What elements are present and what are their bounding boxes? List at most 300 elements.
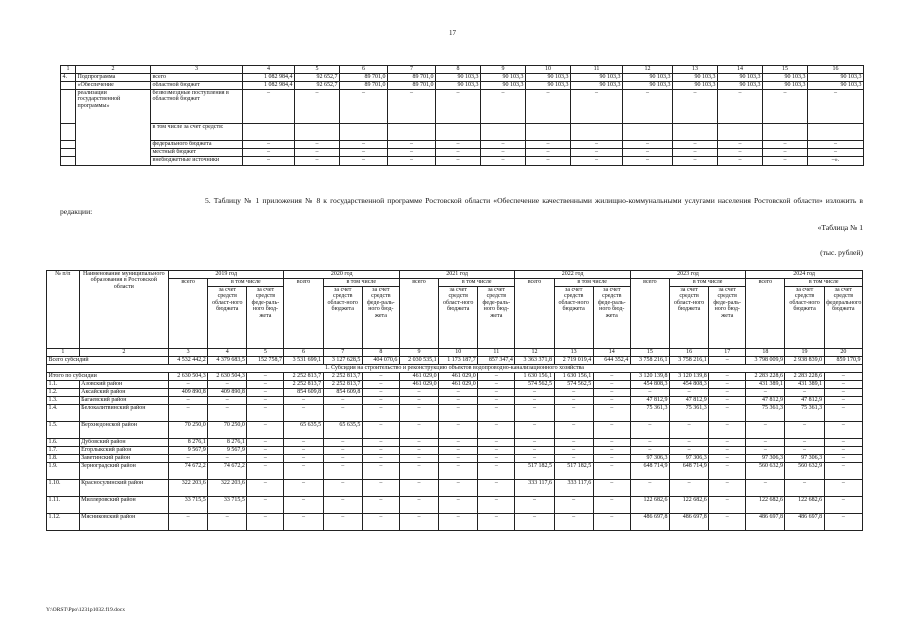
table-cell: –	[824, 373, 862, 381]
file-path-footer: Y:\ORST\Ppo\1231p1032.f19.docx	[46, 607, 126, 613]
table-cell: всего	[168, 279, 207, 349]
table-cell: 4 379 683,5	[208, 357, 247, 365]
table-cell: Всего субсидий	[47, 357, 169, 365]
table-cell: –	[208, 455, 247, 463]
table-cell: –	[515, 397, 554, 405]
table-cell: федерального бюджета	[151, 141, 243, 149]
table-cell: внебюджетные источники	[151, 157, 243, 166]
table-cell: 13	[554, 349, 593, 357]
table-cell: –	[670, 480, 709, 497]
table-cell: 859 170,9	[824, 357, 862, 365]
table-cell: –	[247, 439, 284, 447]
table-cell: –	[763, 90, 808, 124]
table-cell: –	[785, 447, 824, 455]
table-cell: 1.8.	[47, 455, 80, 463]
table-cell: –	[362, 497, 399, 514]
table-cell: –	[623, 141, 673, 149]
table-cell: –	[284, 497, 323, 514]
table-cell: –	[439, 389, 478, 397]
table-cell	[571, 124, 623, 141]
table-cell: –	[824, 514, 862, 531]
table-cell: –	[709, 422, 746, 439]
table-cell: за счет средств феде-раль-ного бюд-жета	[593, 287, 630, 349]
table-cell: 1.10.	[47, 480, 80, 497]
table-cell: всего	[746, 279, 785, 349]
table-cell: –	[515, 439, 554, 447]
table-cell: 648 714,9	[670, 463, 709, 480]
table-cell: 3 120 139,8	[630, 373, 669, 381]
table-cell: –	[439, 480, 478, 497]
table-cell: 9 567,9	[208, 447, 247, 455]
table-cell: –	[709, 439, 746, 447]
table-cell: –	[478, 463, 515, 480]
table-cell: –	[439, 422, 478, 439]
table-cell: –	[284, 463, 323, 480]
table-cell: –	[481, 149, 526, 157]
table-cell: 33 715,5	[208, 497, 247, 514]
table-cell: –	[243, 90, 295, 124]
table-cell: 2022 год	[515, 271, 630, 279]
table-cell: –	[593, 373, 630, 381]
table-cell: –	[284, 480, 323, 497]
table-cell: –	[824, 422, 862, 439]
table-cell: за счет средств феде-раль-ного бюд-жета	[709, 287, 746, 349]
table-cell: –	[709, 447, 746, 455]
table-cell: 6	[340, 66, 388, 74]
table-cell: 3 758 216,1	[630, 357, 669, 365]
table-cell: 6	[284, 349, 323, 357]
table-cell: –	[323, 497, 362, 514]
table-cell: 2	[76, 66, 151, 74]
table-cell: 89 701,0	[388, 82, 436, 90]
table-cell	[718, 124, 763, 141]
table-cell: 15	[630, 349, 669, 357]
table-cell: 517 182,5	[515, 463, 554, 480]
table-cell: –	[439, 397, 478, 405]
table-cell: в том числе	[554, 279, 630, 287]
table-cell: 9	[399, 349, 438, 357]
table-cell: –	[630, 422, 669, 439]
table-cell: –	[709, 480, 746, 497]
table-cell: 560 632,9	[746, 463, 785, 480]
table-cell: 75 361,3	[630, 405, 669, 422]
table-cell: за счет средств област-ного бюджета	[439, 287, 478, 349]
table-cell: Заветинский район	[79, 455, 168, 463]
table-cell: 461 029,0	[399, 373, 438, 381]
column-number-row	[47, 349, 863, 357]
table-cell: –	[630, 389, 669, 397]
table-cell	[61, 82, 76, 90]
table-cell: –	[439, 439, 478, 447]
table-cell: –	[295, 141, 340, 149]
table-cell: –	[243, 149, 295, 157]
table-row	[47, 455, 863, 463]
table-cell: –	[436, 149, 481, 157]
table-cell: 15	[763, 66, 808, 74]
table-row	[47, 480, 863, 497]
table-cell: 97 306,3	[630, 455, 669, 463]
table-cell: 2023 год	[630, 271, 745, 279]
page-number: 17	[449, 29, 456, 37]
table-cell: 1.12.	[47, 514, 80, 531]
table-cell: –	[208, 514, 247, 531]
table-cell: 122 682,6	[746, 497, 785, 514]
units-label: (тыс. рублей)	[820, 248, 863, 257]
table-cell: –	[362, 514, 399, 531]
table-cell: 461 029,0	[439, 373, 478, 381]
table-cell: –	[247, 381, 284, 389]
table-cell: –	[362, 381, 399, 389]
table-cell: 409 890,8	[208, 389, 247, 397]
subsidies-table	[46, 270, 863, 531]
table-cell: Подпрограмма	[76, 74, 151, 82]
table-cell: в том числе	[670, 279, 746, 287]
table-cell: Красносулинский район	[79, 480, 168, 497]
table-cell: –	[670, 447, 709, 455]
table-cell: 409 890,8	[168, 389, 207, 397]
table-cell: 11	[478, 349, 515, 357]
table-cell: 90 103,3	[763, 82, 808, 90]
table-cell: –	[478, 381, 515, 389]
table-cell: 16	[808, 66, 864, 74]
table-cell: –	[399, 455, 438, 463]
table-cell: –	[478, 389, 515, 397]
table-cell: –	[785, 439, 824, 447]
table-cell: 11	[571, 66, 623, 74]
table-cell: –	[399, 497, 438, 514]
table-cell: –	[295, 90, 340, 124]
table-cell: –	[763, 149, 808, 157]
table-cell: –	[168, 397, 207, 405]
table-cell: 1.6.	[47, 439, 80, 447]
table-cell: –	[718, 149, 763, 157]
table-cell: –	[478, 373, 515, 381]
table-cell: –	[284, 397, 323, 405]
table-cell: –	[709, 389, 746, 397]
table-cell: 92 652,7	[295, 74, 340, 82]
table-cell: 517 182,5	[554, 463, 593, 480]
table-cell: всего	[515, 279, 554, 349]
table-cell: –	[554, 397, 593, 405]
table-cell: 857 347,4	[478, 357, 515, 365]
table-cell: областной бюджет	[151, 82, 243, 90]
table-cell: 10	[526, 66, 571, 74]
table-cell: 333 117,6	[554, 480, 593, 497]
header-row	[47, 279, 863, 287]
table-cell: Итого по субсидии	[47, 373, 169, 381]
table-cell: за счет средств област-ного бюджета	[670, 287, 709, 349]
table-cell: –	[399, 439, 438, 447]
table-cell: 2019 год	[168, 271, 283, 279]
table-cell: 90 103,3	[808, 74, 864, 82]
table-cell: 2024 год	[746, 271, 863, 279]
table-cell: –	[481, 90, 526, 124]
table-cell: –	[439, 455, 478, 463]
table-cell: –	[630, 439, 669, 447]
table-cell: 1 082 984,4	[243, 82, 295, 90]
table-cell: –	[630, 447, 669, 455]
table-cell: –	[247, 422, 284, 439]
table-cell: –	[323, 463, 362, 480]
table-cell: –	[247, 373, 284, 381]
table-cell: 12	[515, 349, 554, 357]
table-cell: –	[362, 422, 399, 439]
table-cell: –	[554, 514, 593, 531]
table-row	[61, 141, 864, 149]
table-cell: –	[824, 480, 862, 497]
table-cell: 8	[436, 66, 481, 74]
table-cell: всего	[151, 74, 243, 82]
table-cell: за счет средств област-ного бюджета	[785, 287, 824, 349]
table-cell: 1.1.	[47, 381, 80, 389]
table-cell: 152 758,7	[247, 357, 284, 365]
table-cell: 9	[481, 66, 526, 74]
table-cell: 3	[168, 349, 207, 357]
table-cell: –	[399, 397, 438, 405]
table-cell: 16	[670, 349, 709, 357]
table-cell: 454 808,3	[670, 381, 709, 389]
table-cell: –	[746, 447, 785, 455]
table-cell: 122 682,6	[670, 497, 709, 514]
table-cell: –	[571, 90, 623, 124]
table-cell: в том числе	[208, 279, 284, 287]
table-cell: –	[439, 447, 478, 455]
table-cell: 90 103,3	[436, 74, 481, 82]
table-cell: –	[515, 455, 554, 463]
table-cell: –	[709, 373, 746, 381]
table-cell	[436, 124, 481, 141]
table-cell: 97 306,3	[746, 455, 785, 463]
table-cell: 1 630 156,1	[554, 373, 593, 381]
table-cell: 2	[79, 349, 168, 357]
table-cell: 3 758 216,1	[670, 357, 709, 365]
table-cell: –	[284, 447, 323, 455]
table-cell: 4.	[61, 74, 76, 82]
table-cell	[61, 124, 76, 141]
table-cell: 92 652,7	[295, 82, 340, 90]
table-cell: –	[247, 405, 284, 422]
table-cell: –	[362, 447, 399, 455]
table-cell: –	[808, 90, 864, 124]
table-cell: Аксайский район	[79, 389, 168, 397]
table-cell: –	[247, 497, 284, 514]
table-cell: 14	[593, 349, 630, 357]
table-cell: 90 103,3	[436, 82, 481, 90]
table-cell: 75 361,3	[785, 405, 824, 422]
table-cell: –	[439, 463, 478, 480]
table-cell: –	[515, 422, 554, 439]
table-cell: 2 630 504,3	[208, 373, 247, 381]
table-cell: 90 103,3	[526, 82, 571, 90]
table-cell	[295, 124, 340, 141]
table-cell: –	[478, 447, 515, 455]
table-cell: безвозмездные поступления в областной бюджет	[151, 90, 243, 124]
table-row	[61, 149, 864, 157]
table-cell: –	[709, 514, 746, 531]
table-cell: 574 562,5	[515, 381, 554, 389]
paragraph-text: 5. Таблицу № 1 приложения № 8 к государственной программе Ростовской области «Обеспечение качественными жилищно-коммунальными услугами населения Ростовской области» изложить в редакции:	[60, 196, 863, 216]
table-cell: –	[593, 422, 630, 439]
table-cell: 89 701,0	[388, 74, 436, 82]
table-cell: –	[323, 480, 362, 497]
table-cell: –	[824, 447, 862, 455]
table-cell: за счет средств феде-раль-ного бюд-жета	[478, 287, 515, 349]
table-cell: 486 697,8	[670, 514, 709, 531]
table-cell: –	[478, 480, 515, 497]
table-row	[61, 82, 864, 90]
table-cell	[481, 124, 526, 141]
table-cell: –	[399, 389, 438, 397]
table-cell: –	[673, 149, 718, 157]
table-cell: –	[362, 389, 399, 397]
table-row	[47, 389, 863, 397]
table-cell: 65 635,5	[284, 422, 323, 439]
table-cell: –	[284, 514, 323, 531]
table-cell: –	[168, 514, 207, 531]
table-cell: 1.9.	[47, 463, 80, 480]
table-cell: Дубовский район	[79, 439, 168, 447]
table-cell: «Обеспечение	[76, 82, 151, 90]
table-cell: –	[481, 157, 526, 166]
table-cell: –	[824, 455, 862, 463]
table-cell: 1.5.	[47, 422, 80, 439]
table-cell: 404 070,6	[362, 357, 399, 365]
table-row	[47, 381, 863, 389]
table-cell: 90 103,3	[526, 74, 571, 82]
table-cell	[340, 124, 388, 141]
table-cell: Белокалитвинский район	[79, 405, 168, 422]
table-cell	[61, 157, 76, 166]
table-cell: 644 352,4	[593, 357, 630, 365]
table-cell: реализации государственной программы»	[76, 90, 151, 166]
table-cell: –	[247, 397, 284, 405]
table-cell: –	[571, 149, 623, 157]
table-cell: –	[554, 422, 593, 439]
table-cell: –	[670, 389, 709, 397]
table-cell: 89 701,0	[340, 74, 388, 82]
table-cell: –	[247, 455, 284, 463]
table-cell: –	[243, 157, 295, 166]
table-cell: –	[746, 389, 785, 397]
table-cell: –	[481, 141, 526, 149]
table-cell	[673, 124, 718, 141]
table-cell: в том числе	[439, 279, 515, 287]
table-cell: всего	[630, 279, 669, 349]
table-cell: 3 531 699,1	[284, 357, 323, 365]
table-cell: –	[284, 405, 323, 422]
table-cell: –	[718, 157, 763, 166]
table-cell: –	[168, 405, 207, 422]
table-cell: № п/п	[47, 271, 80, 349]
table-cell: 122 682,6	[785, 497, 824, 514]
table-cell: 8 276,1	[208, 439, 247, 447]
table-cell: 2 719 019,4	[554, 357, 593, 365]
table-cell: 3 120 139,8	[670, 373, 709, 381]
table-cell: 1 630 156,1	[515, 373, 554, 381]
table-cell: 18	[746, 349, 785, 357]
table-cell: 4 532 442,2	[168, 357, 207, 365]
table-cell: за счет средств феде-раль-ного бюд-жета	[247, 287, 284, 349]
table-cell: 70 250,0	[208, 422, 247, 439]
table-cell: –	[323, 514, 362, 531]
table-cell	[61, 90, 76, 124]
table-cell: –	[709, 405, 746, 422]
table-cell: –	[709, 463, 746, 480]
table-cell: 3	[151, 66, 243, 74]
table-cell: –	[593, 439, 630, 447]
table-cell: за счет средств феде-раль-ного бюд-жета	[362, 287, 399, 349]
table-cell: –	[388, 149, 436, 157]
table-cell: Миллеровский район	[79, 497, 168, 514]
table-cell: –	[515, 514, 554, 531]
table-cell: –	[388, 141, 436, 149]
table-cell: 47 812,9	[746, 397, 785, 405]
table-cell: 431 389,1	[785, 381, 824, 389]
table-cell: за счет средств област-ного бюджета	[323, 287, 362, 349]
table-cell: –	[808, 141, 864, 149]
table-cell: –	[243, 141, 295, 149]
table-cell: –	[785, 389, 824, 397]
table-cell: 854 609,8	[323, 389, 362, 397]
table-cell: –	[247, 480, 284, 497]
table-cell: 454 808,3	[630, 381, 669, 389]
table-cell: –	[673, 157, 718, 166]
table-cell: 74 672,2	[168, 463, 207, 480]
table-cell	[526, 124, 571, 141]
table-cell: –	[824, 463, 862, 480]
table-row	[61, 74, 864, 82]
table-label: «Таблица № 1	[817, 223, 863, 232]
table-cell: –	[526, 157, 571, 166]
table-cell: 90 103,3	[808, 82, 864, 90]
table-cell	[808, 124, 864, 141]
table-cell: 47 812,9	[630, 397, 669, 405]
table-cell: –	[399, 514, 438, 531]
table-cell: –	[515, 405, 554, 422]
table-cell: –	[785, 422, 824, 439]
table-cell: –	[362, 405, 399, 422]
table-cell: 90 103,3	[673, 74, 718, 82]
table-cell: –	[340, 149, 388, 157]
table-cell: 1. Субсидия на строительство и реконструкцию объектов водопроводно-канализационного хозяйства	[47, 365, 863, 373]
table-cell: –	[340, 141, 388, 149]
table-cell: 8	[362, 349, 399, 357]
table-cell: 486 697,8	[746, 514, 785, 531]
table-cell: –	[763, 141, 808, 149]
table-cell: 2 630 504,3	[168, 373, 207, 381]
table-cell: –	[362, 480, 399, 497]
table-cell: –	[824, 389, 862, 397]
table-cell: 90 103,3	[623, 74, 673, 82]
table-cell	[61, 141, 76, 149]
table-cell: –	[670, 422, 709, 439]
table-cell: –	[323, 447, 362, 455]
table-cell: –	[247, 514, 284, 531]
table-cell: всего	[399, 279, 438, 349]
table-cell: 5	[247, 349, 284, 357]
table-cell: 1 173 187,7	[439, 357, 478, 365]
table-cell: всего	[284, 279, 323, 349]
table-cell: –	[478, 439, 515, 447]
table-cell: –	[593, 389, 630, 397]
table-cell: 322 203,6	[168, 480, 207, 497]
table-cell: 14	[718, 66, 763, 74]
table-cell: –	[478, 397, 515, 405]
table-cell: –	[478, 497, 515, 514]
table-cell: 1.3.	[47, 397, 80, 405]
table-row	[61, 124, 864, 141]
table-cell: 47 812,9	[670, 397, 709, 405]
